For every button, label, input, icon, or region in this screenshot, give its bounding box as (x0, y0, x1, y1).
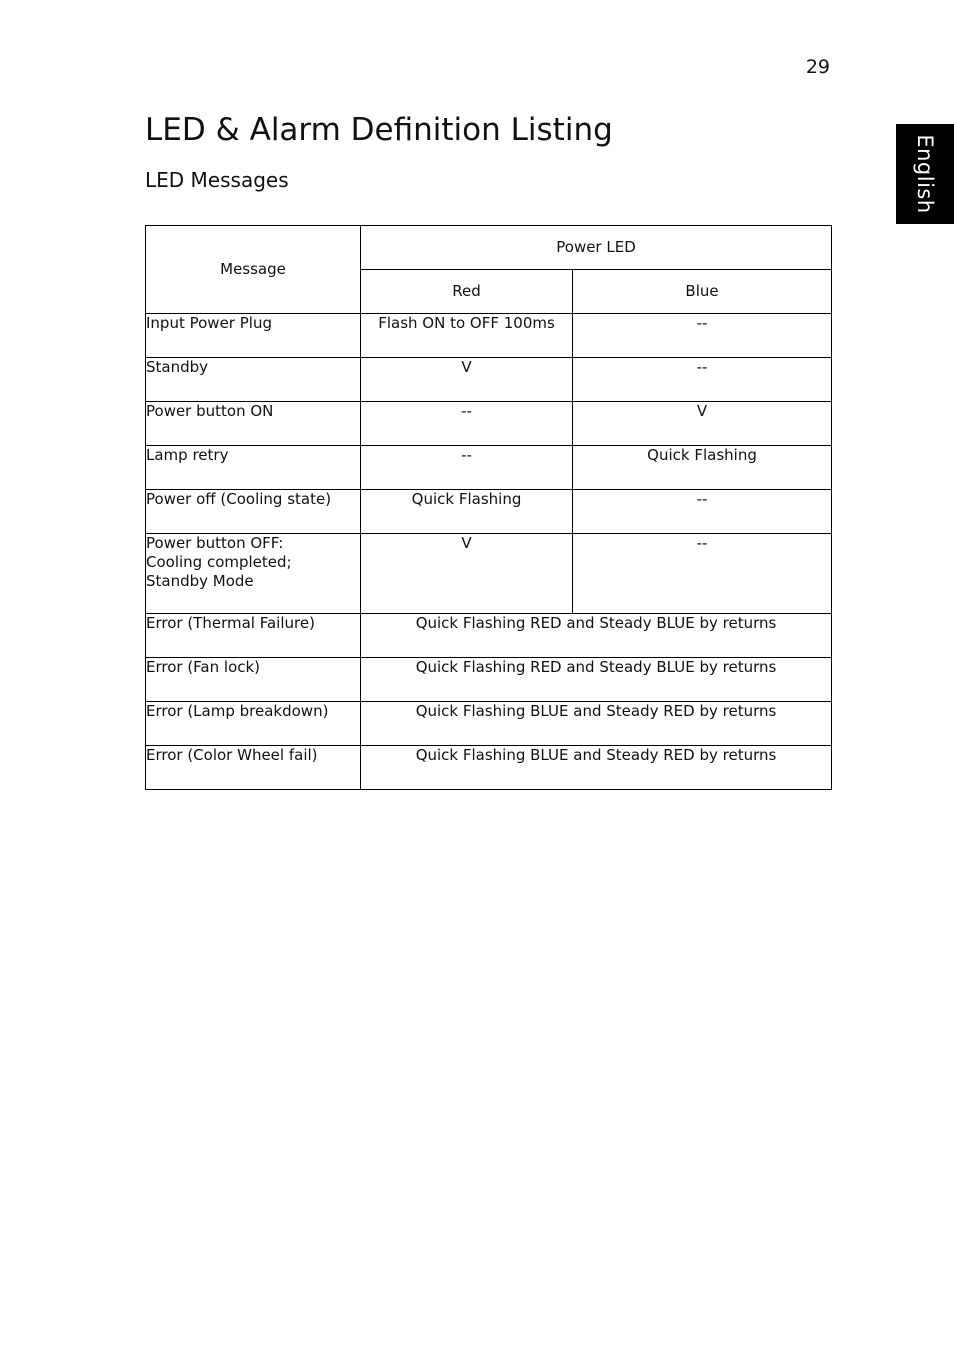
table-row (146, 534, 832, 614)
row-red: -- (361, 446, 573, 490)
row-blue: -- (573, 314, 832, 358)
row-status: Quick Flashing RED and Steady BLUE by returns (361, 658, 832, 702)
row-blue: -- (573, 490, 832, 534)
header-power-led: Power LED (361, 226, 832, 270)
table-row (146, 446, 832, 490)
section-title: LED Messages (145, 168, 289, 192)
table-row-error (146, 658, 832, 702)
header-blue: Blue (573, 270, 832, 314)
table-row (146, 490, 832, 534)
header-red: Red (361, 270, 573, 314)
row-message: Error (Fan lock) (146, 658, 361, 702)
row-blue: V (573, 402, 832, 446)
row-message: Error (Thermal Failure) (146, 614, 361, 658)
row-red: V (361, 358, 573, 402)
row-message-line: Power button OFF: (146, 534, 284, 552)
row-message: Lamp retry (146, 446, 361, 490)
row-message-line: Standby Mode (146, 572, 254, 590)
table-row-error (146, 702, 832, 746)
row-message: Power button ON (146, 402, 361, 446)
row-message-line: Cooling completed; (146, 553, 292, 571)
page-number: 29 (805, 56, 830, 78)
header-message: Message (146, 226, 361, 314)
row-red: -- (361, 402, 573, 446)
row-blue: -- (573, 534, 832, 614)
row-message: Power off (Cooling state) (146, 490, 361, 534)
row-red: V (361, 534, 573, 614)
table-row-error (146, 746, 832, 790)
row-message: Input Power Plug (146, 314, 361, 358)
table-row (146, 402, 832, 446)
row-message: Error (Color Wheel fail) (146, 746, 361, 790)
row-blue: Quick Flashing (573, 446, 832, 490)
table-row (146, 314, 832, 358)
row-status: Quick Flashing BLUE and Steady RED by returns (361, 702, 832, 746)
row-red: Flash ON to OFF 100ms (361, 314, 573, 358)
row-red: Quick Flashing (361, 490, 573, 534)
page-title: LED & Alarm Definition Listing (145, 112, 613, 148)
row-message: Standby (146, 358, 361, 402)
row-status: Quick Flashing RED and Steady BLUE by returns (361, 614, 832, 658)
language-tab (896, 124, 954, 224)
row-status: Quick Flashing BLUE and Steady RED by returns (361, 746, 832, 790)
led-messages-table (145, 225, 832, 790)
table-row (146, 358, 832, 402)
row-blue: -- (573, 358, 832, 402)
row-message: Error (Lamp breakdown) (146, 702, 361, 746)
language-tab-label: English (913, 134, 937, 214)
row-message (146, 534, 361, 614)
table-row-error (146, 614, 832, 658)
